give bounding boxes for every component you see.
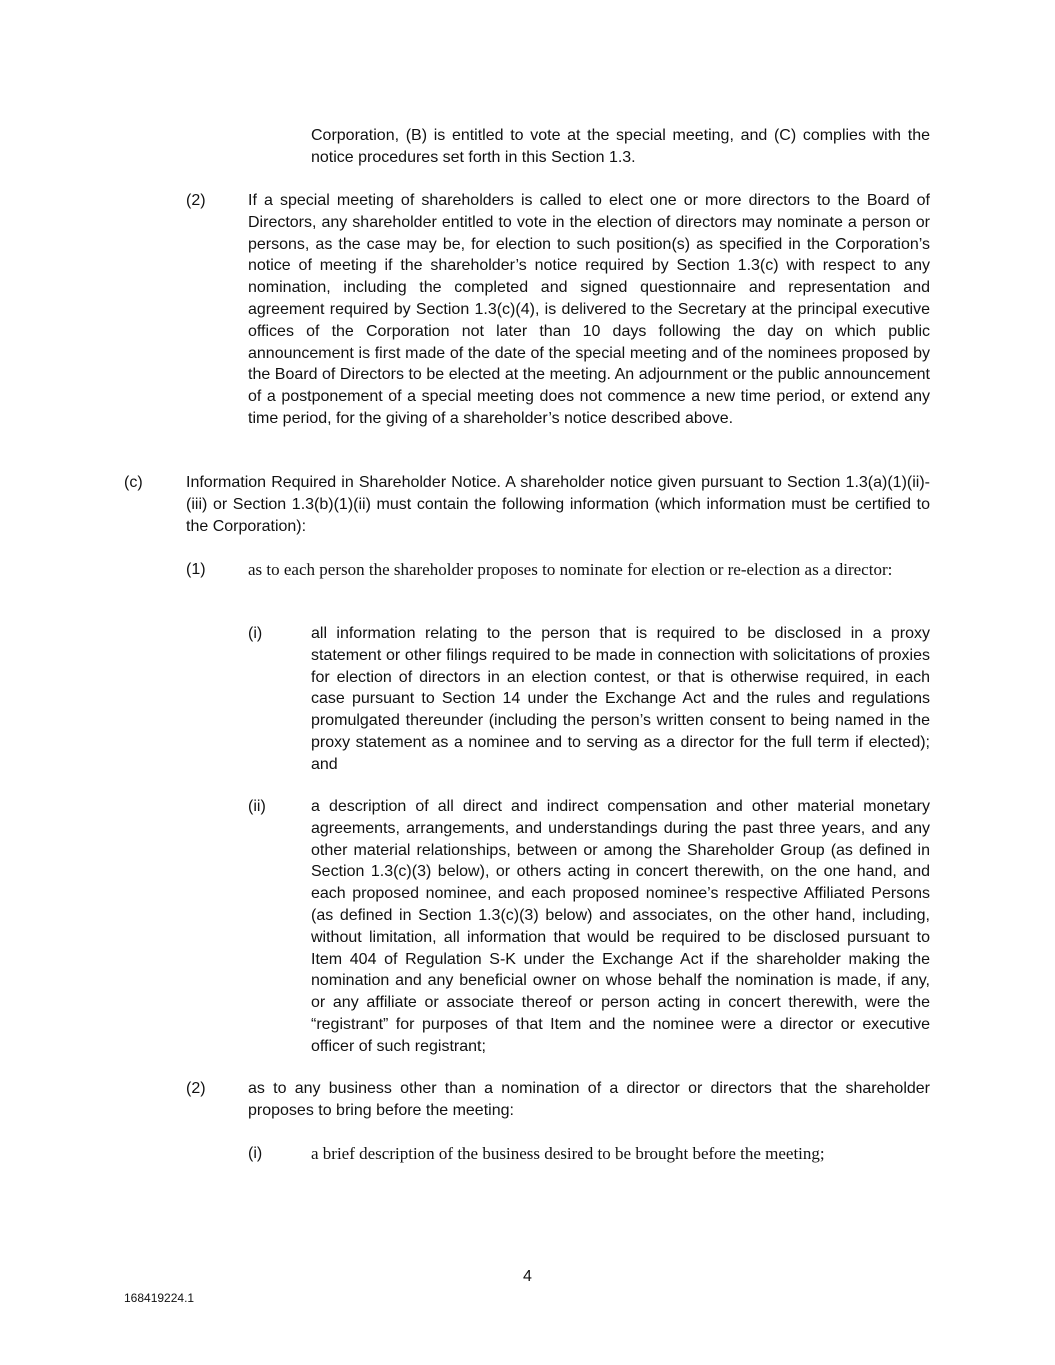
paragraph-c: Information Required in Shareholder Notice. A shareholder notice given pursuant to Section 1.3(a)(1)(ii)-(iii) or Section 1.3(b)(1)(ii) must contain the following information (which information must be certified to the Corporation): <box>186 474 930 535</box>
item-label-c1: (1) <box>186 561 206 578</box>
paragraph-continuation: Corporation, (B) is entitled to vote at the special meeting, and (C) complies with the notice procedures set forth in this Section 1.3. <box>311 127 930 166</box>
paragraph-c2: as to any business other than a nomination of a director or directors that the shareholder proposes to bring before the meeting: <box>248 1080 930 1119</box>
item-label-c2i: (i) <box>248 1145 263 1162</box>
item-label-b2: (2) <box>186 192 206 209</box>
item-label-c1i: (i) <box>248 625 263 642</box>
paragraph-c1i: all information relating to the person that is required to be disclosed in a proxy statement or other filings required to be made in connection with solicitations of proxies for election of directors in an election contest, or that is otherwise required, in each case pursuant to Section 14 under the Exchange Act and the rules and regulations promulgated thereunder (including the person’s written consent to being named in the proxy statement as a nominee and to serving as a director for the full term if elected); and <box>311 625 930 773</box>
paragraph-b2: If a special meeting of shareholders is called to elect one or more directors to the Board of Directors, any shareholder entitled to vote in the election of directors may nominate a person or persons, as the case may be, for election to such position(s) as specified in the Corporation’s notice of meeting if the shareholder’s notice required by Section 1.3(c) with respect to any nomination, including the completed and signed questionnaire and representation and agreement required by Section 1.3(c)(4), is delivered to the Secretary at the principal executive offices of the Corporation not later than 10 days following the day on which public announcement is first made of the date of the special meeting and of the nominees proposed by the Board of Directors to be elected at the meeting. An adjournment or the public announcement of a postponement of a special meeting does not commence a new time period, or extend any time period, for the giving of a shareholder’s notice described above. <box>248 192 930 427</box>
paragraph-c1ii: a description of all direct and indirect compensation and other material monetary agreements, arrangements, and understandings during the past three years, and any other material relationships, between or among the Shareholder Group (as defined in Section 1.3(c)(3) below), or others acting in concert therewith, on the one hand, and each proposed nominee, and each proposed nominee’s respective Affiliated Persons (as defined in Section 1.3(c)(3) below) and associates, on the other hand, including, without limitation, all information that would be required to be disclosed pursuant to Item 404 of Regulation S-K under the Exchange Act if the shareholder making the nomination and any beneficial owner on whose behalf the nomination is made, if any, or any affiliate or associate thereof or person acting in concert therewith, were the “registrant” for purposes of that Item and the nominee were a director or executive officer of such registrant; <box>311 798 930 1055</box>
item-label-c1ii: (ii) <box>248 798 266 815</box>
paragraph-c2i: a brief description of the business desired to be brought before the meeting; <box>311 1144 825 1163</box>
page-number: 4 <box>523 1268 532 1285</box>
paragraph-c1: as to each person the shareholder proposes to nominate for election or re-election as a director: <box>248 560 893 579</box>
document-id: 168419224.1 <box>124 1291 195 1305</box>
section-label-c: (c) <box>124 474 143 491</box>
item-label-c2: (2) <box>186 1080 206 1097</box>
